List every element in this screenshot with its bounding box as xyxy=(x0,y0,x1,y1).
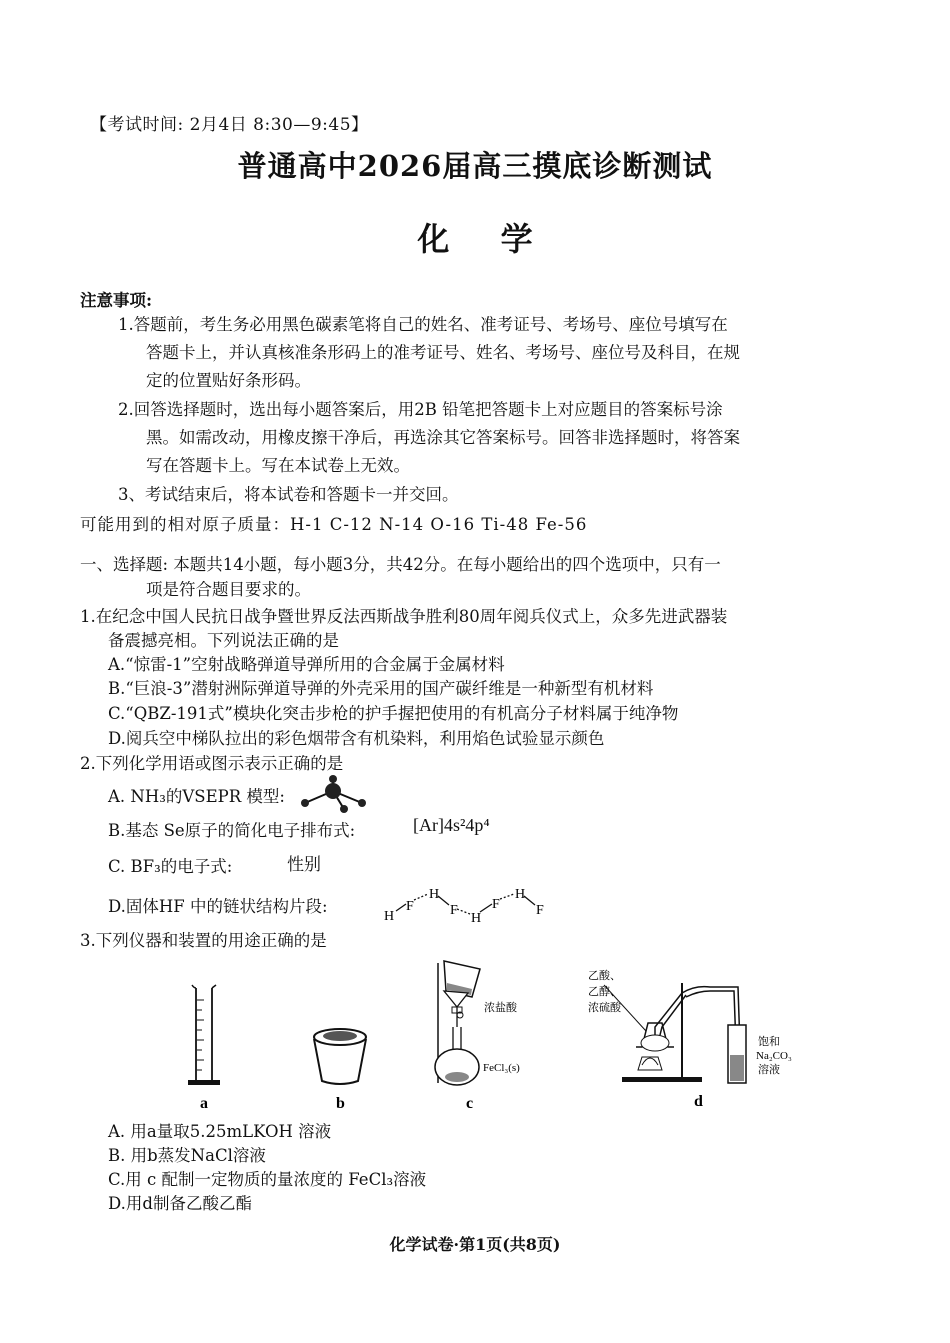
exam-title: 普通高中2026届高三摸底诊断测试 xyxy=(237,149,713,183)
flask-setup-c xyxy=(435,961,480,1085)
q2-stem: 2.下列化学用语或图示表示正确的是 xyxy=(80,754,344,773)
fig-d-label-sulfuric: 浓硫酸 xyxy=(588,1002,621,1014)
q1-option-c: C.“QBZ-191式”模块化突击步枪的护手握把使用的有机高分子材料属于纯净物 xyxy=(108,704,679,723)
ester-setup-d xyxy=(604,983,746,1083)
hf-atom: F xyxy=(492,897,500,912)
hf-atom: H xyxy=(429,887,440,902)
notice-heading: 注意事项: xyxy=(80,291,153,310)
q2-option-c: C. BF₃的电子式: xyxy=(108,857,233,876)
q2-option-a: A. NH₃的VSEPR 模型: xyxy=(108,787,285,806)
notice-item1-line3: 定的位置贴好条形码。 xyxy=(146,371,311,390)
q3-option-b: B. 用b蒸发NaCl溶液 xyxy=(108,1146,266,1165)
notice-item1-line2: 答题卡上，并认真核准条形码上的准考证号、姓名、考场号、座位号及科目，在规 xyxy=(146,343,740,362)
notice-item1-line1: 1.答题前，考生务必用黑色碳素笔将自己的姓名、准考证号、考场号、座位号填写在 xyxy=(118,315,728,334)
fig-c-label-fecl3: FeCl₃(s) xyxy=(483,1062,520,1074)
q1-option-b: B.“巨浪-3”潜射洲际弹道导弹的外壳采用的国产碳纤维是一种新型有机材料 xyxy=(108,679,654,698)
figure-label-c: c xyxy=(466,1095,474,1112)
fig-d-label-saturated: 饱和 xyxy=(758,1036,780,1048)
hf-chain-structure xyxy=(380,884,555,924)
notice-item2-line3: 写在答题卡上。写在本试卷上无效。 xyxy=(146,456,410,475)
hf-atom: F xyxy=(536,903,544,918)
notice-item3: 3、考试结束后，将本试卷和答题卡一并交回。 xyxy=(118,485,459,504)
q2-option-d: D.固体HF 中的链状结构片段: xyxy=(108,897,328,916)
q1-option-a: A.“惊雷-1”空射战略弹道导弹所用的合金属于金属材料 xyxy=(108,655,505,674)
figure-label-a: a xyxy=(200,1095,208,1112)
q1-option-d: D.阅兵空中梯队拉出的彩色烟带含有机染料，利用焰色试验显示颜色 xyxy=(108,729,605,748)
section1-intro-line2: 项是符合题目要求的。 xyxy=(146,580,311,599)
q2-option-c-value: 性别 xyxy=(287,855,321,875)
hf-atom: H xyxy=(384,909,395,924)
notice-item2-line2: 黑。如需改动，用橡皮擦干净后，再选涂其它答案标号。回答非选择题时，将答案 xyxy=(146,428,740,447)
notice-item2-line1: 2.回答选择题时，选出每小题答案后，用2B 铅笔把答题卡上对应题目的答案标号涂 xyxy=(118,400,723,419)
fig-c-label-hcl: 浓盐酸 xyxy=(484,1002,517,1014)
nh3-vsepr-model xyxy=(292,775,374,819)
exam-time: 【考试时间: 2月4日 8:30—9:45】 xyxy=(90,115,369,135)
hf-atom: F xyxy=(406,899,414,914)
page-footer: 化学试卷·第1页(共8页) xyxy=(389,1235,561,1254)
atomic-masses: 可能用到的相对原子质量：H-1 C-12 N-14 O-16 Ti-48 Fe-56 xyxy=(80,515,588,534)
hf-atom: H xyxy=(515,887,526,902)
q1-stem-line1: 1.在纪念中国人民抗日战争暨世界反法西斯战争胜利80周年阅兵仪式上，众多先进武器装 xyxy=(80,607,728,626)
q3-option-a: A. 用a量取5.25mLKOH 溶液 xyxy=(108,1122,332,1141)
crucible-b xyxy=(314,1029,366,1084)
q1-stem-line2: 备震撼亮相。下列说法正确的是 xyxy=(108,631,339,650)
q3-option-d: D.用d制备乙酸乙酯 xyxy=(108,1194,252,1213)
fig-d-label-acetic: 乙酸、 xyxy=(588,970,621,982)
fig-d-label-na2co3: Na₂CO₃ xyxy=(756,1050,792,1062)
q2-option-b: B.基态 Se原子的简化电子排布式: xyxy=(108,821,356,840)
q3-stem: 3.下列仪器和装置的用途正确的是 xyxy=(80,931,327,950)
q3-apparatus-figure xyxy=(150,955,850,1115)
figure-label-d: d xyxy=(694,1093,703,1110)
fig-d-label-ethanol: 乙醇、 xyxy=(588,986,621,998)
figure-label-b: b xyxy=(336,1095,345,1112)
hf-atom: H xyxy=(471,911,482,924)
q2-option-b-formula: [Ar]4s²4p⁴ xyxy=(413,815,490,835)
subject-title: 化 学 xyxy=(417,220,533,258)
graduated-cylinder-a xyxy=(188,985,220,1085)
section1-intro-line1: 一、选择题: 本题共14小题，每小题3分，共42分。在每小题给出的四个选项中，只有一 xyxy=(80,555,721,574)
fig-d-label-solution: 溶液 xyxy=(758,1064,780,1076)
q3-option-c: C.用 c 配制一定物质的量浓度的 FeCl₃溶液 xyxy=(108,1170,427,1189)
hf-atom: F xyxy=(450,903,458,918)
